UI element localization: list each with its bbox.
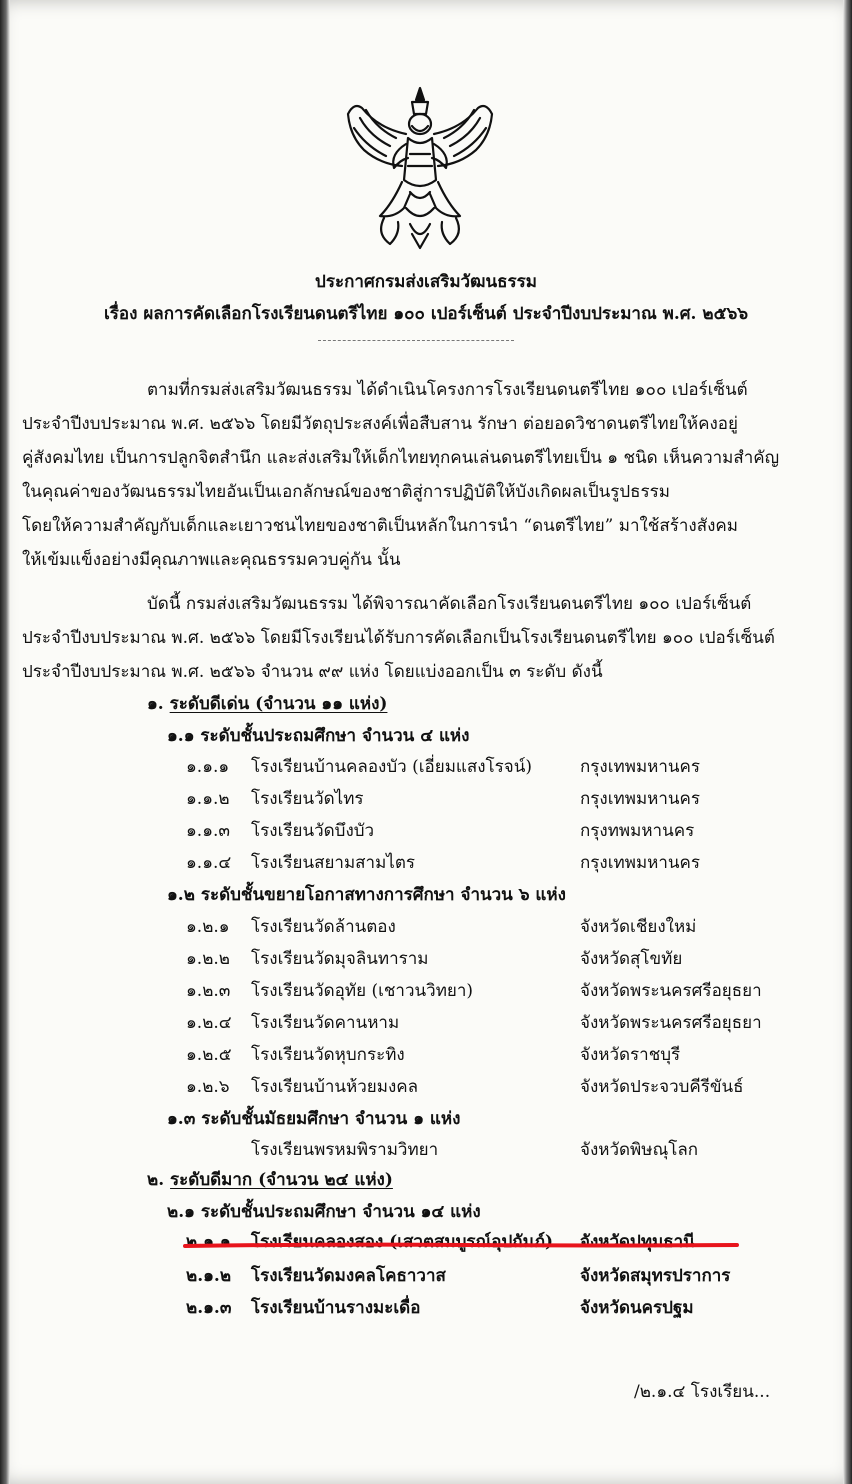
province-name: จังหวัดเชียงใหม่ xyxy=(580,917,697,937)
row-number: ๒.๑.๓ xyxy=(186,1298,232,1318)
school-name: โรงเรียนคลองสอง (เสวตสมบูรณ์อุปถัมภ์) xyxy=(251,1232,554,1252)
province-name: จังหวัดพระนครศรีอยุธยา xyxy=(580,1013,762,1033)
school-row xyxy=(0,1041,852,1069)
row-number: ๑.๒.๖ xyxy=(186,1077,230,1097)
school-row xyxy=(0,977,852,1005)
province-name: กรุงเทพมหานคร xyxy=(580,757,701,777)
announcement-subject: เรื่อง ผลการคัดเลือกโรงเรียนดนตรีไทย ๑๐๐ เปอร์เซ็นต์ ประจำปีงบประมาณ พ.ศ. ๒๕๖๖ xyxy=(103,304,749,324)
school-row xyxy=(0,1262,852,1290)
subsection-heading: ๑.๒ ระดับชั้นขยายโอกาสทางการศึกษา จำนวน ๖ แห่ง xyxy=(167,885,566,905)
section-number: ๑. xyxy=(147,694,164,714)
school-name: โรงเรียนวัดบึงบัว xyxy=(251,821,375,841)
continued-footer: /๒.๑.๔ โรงเรียน... xyxy=(634,1382,771,1402)
school-row xyxy=(0,817,852,845)
paragraph-line: ตามที่กรมส่งเสริมวัฒนธรรม ได้ดำเนินโครงการโรงเรียนดนตรีไทย ๑๐๐ เปอร์เซ็นต์ xyxy=(147,380,748,400)
province-name: จังหวัดสุโขทัย xyxy=(580,949,683,969)
province-name: จังหวัดพระนครศรีอยุธยา xyxy=(580,981,762,1001)
row-number: ๑.๑.๒ xyxy=(186,789,230,809)
school-name: โรงเรียนวัดมงคลโคธาวาส xyxy=(251,1266,446,1286)
row-number: ๑.๒.๓ xyxy=(186,981,231,1001)
school-name: โรงเรียนวัดล้านตอง xyxy=(251,917,396,937)
row-number: ๒.๑.๑ xyxy=(186,1232,231,1252)
school-name: โรงเรียนวัดไทร xyxy=(251,789,364,809)
province-name: จังหวัดปทุมธานี xyxy=(580,1232,695,1252)
row-number: ๑.๒.๔ xyxy=(186,1013,232,1033)
paragraph-line: บัดนี้ กรมส่งเสริมวัฒนธรรม ได้พิจารณาคัดเลือกโรงเรียนดนตรีไทย ๑๐๐ เปอร์เซ็นต์ xyxy=(147,594,752,614)
row-number: ๑.๑.๑ xyxy=(186,757,230,777)
row-number: ๑.๒.๒ xyxy=(186,949,231,969)
school-name: โรงเรียนบ้านรางมะเดื่อ xyxy=(251,1298,421,1318)
subsection-heading: ๒.๑ ระดับชั้นประถมศึกษา จำนวน ๑๔ แห่ง xyxy=(167,1202,481,1222)
school-row xyxy=(0,1136,852,1164)
school-row xyxy=(0,849,852,877)
school-name: โรงเรียนสยามสามไตร xyxy=(251,853,416,873)
province-name: กรุงเทพมหานคร xyxy=(580,853,701,873)
school-name: โรงเรียนพรหมพิรามวิทยา xyxy=(251,1140,439,1160)
province-name: จังหวัดราชบุรี xyxy=(580,1045,681,1065)
school-row xyxy=(0,1294,852,1322)
section-heading xyxy=(147,1166,393,1193)
school-row xyxy=(0,753,852,781)
subsection-heading: ๑.๑ ระดับชั้นประถมศึกษา จำนวน ๔ แห่ง xyxy=(167,726,470,746)
province-name: จังหวัดพิษณุโลก xyxy=(580,1140,699,1160)
section-number: ๒. xyxy=(147,1170,165,1190)
section-label: ระดับดีมาก (จำนวน ๒๔ แห่ง) xyxy=(170,1170,393,1190)
school-row xyxy=(0,945,852,973)
school-name: โรงเรียนบ้านคลองบัว (เอี่ยมแสงโรจน์) xyxy=(251,757,533,777)
row-number: ๑.๑.๓ xyxy=(186,821,231,841)
province-name: กรุงเทพมหานคร xyxy=(580,789,701,809)
school-row xyxy=(0,785,852,813)
school-name: โรงเรียนบ้านห้วยมงคล xyxy=(251,1077,419,1097)
row-number: ๑.๒.๑ xyxy=(186,917,230,937)
province-name: กรุงทพมหานคร xyxy=(580,821,695,841)
section-heading xyxy=(147,690,387,717)
row-number: ๑.๑.๔ xyxy=(186,853,232,873)
paragraph-line: ประจำปีงบประมาณ พ.ศ. ๒๕๖๖ จำนวน ๙๙ แห่ง โดยแบ่งออกเป็น ๓ ระดับ ดังนี้ xyxy=(22,662,603,682)
province-name: จังหวัดนครปฐม xyxy=(580,1298,694,1318)
school-name: โรงเรียนวัดมุจลินทาราม xyxy=(251,949,429,969)
school-name: โรงเรียนวัดอุทัย (เชาวนวิทยา) xyxy=(251,981,474,1001)
school-name: โรงเรียนวัดคานหาม xyxy=(251,1013,400,1033)
red-underline-highlight xyxy=(183,1241,739,1249)
paragraph-line: คู่สังคมไทย เป็นการปลูกจิตสำนึก และส่งเสริมให้เด็กไทยทุกคนเล่นดนตรีไทยเป็น ๑ ชนิด เห็นความสำคัญ xyxy=(22,448,780,468)
title-separator xyxy=(318,340,514,341)
paragraph-line: ประจำปีงบประมาณ พ.ศ. ๒๕๖๖ โดยมีวัตถุประสงค์เพื่อสืบสาน รักษา ต่อยอดวิชาดนตรีไทยให้คงอยู่ xyxy=(22,414,738,434)
section-label: ระดับดีเด่น (จำนวน ๑๑ แห่ง) xyxy=(169,694,388,714)
row-number: ๑.๒.๕ xyxy=(186,1045,232,1065)
paragraph-line: ให้เข้มแข็งอย่างมีคุณภาพและคุณธรรมควบคู่กัน นั้น xyxy=(22,550,401,570)
subsection-heading: ๑.๓ ระดับชั้นมัธยมศึกษา จำนวน ๑ แห่ง xyxy=(167,1109,461,1129)
school-name: โรงเรียนวัดหุบกระทิง xyxy=(251,1045,405,1065)
announcement-title: ประกาศกรมส่งเสริมวัฒนธรรม xyxy=(315,272,537,292)
school-row xyxy=(0,913,852,941)
paragraph-line: โดยให้ความสำคัญกับเด็กและเยาวชนไทยของชาติเป็นหลักในการนำ “ดนตรีไทย” มาใช้สร้างสังคม xyxy=(22,516,738,536)
row-number: ๒.๑.๒ xyxy=(186,1266,232,1286)
province-name: จังหวัดประจวบคีรีขันธ์ xyxy=(580,1077,744,1097)
paragraph-line: ในคุณค่าของวัฒนธรรมไทยอันเป็นเอกลักษณ์ของชาติสู่การปฏิบัติให้บังเกิดผลเป็นรูปธรรม xyxy=(22,482,671,502)
paragraph-line: ประจำปีงบประมาณ พ.ศ. ๒๕๖๖ โดยมีโรงเรียนได้รับการคัดเลือกเป็นโรงเรียนดนตรีไทย ๑๐๐ เปอร์เซ็นต์ xyxy=(22,628,775,648)
province-name: จังหวัดสมุทรปราการ xyxy=(580,1266,731,1286)
school-row xyxy=(0,1073,852,1101)
garuda-emblem-icon xyxy=(340,84,500,252)
school-row xyxy=(0,1009,852,1037)
